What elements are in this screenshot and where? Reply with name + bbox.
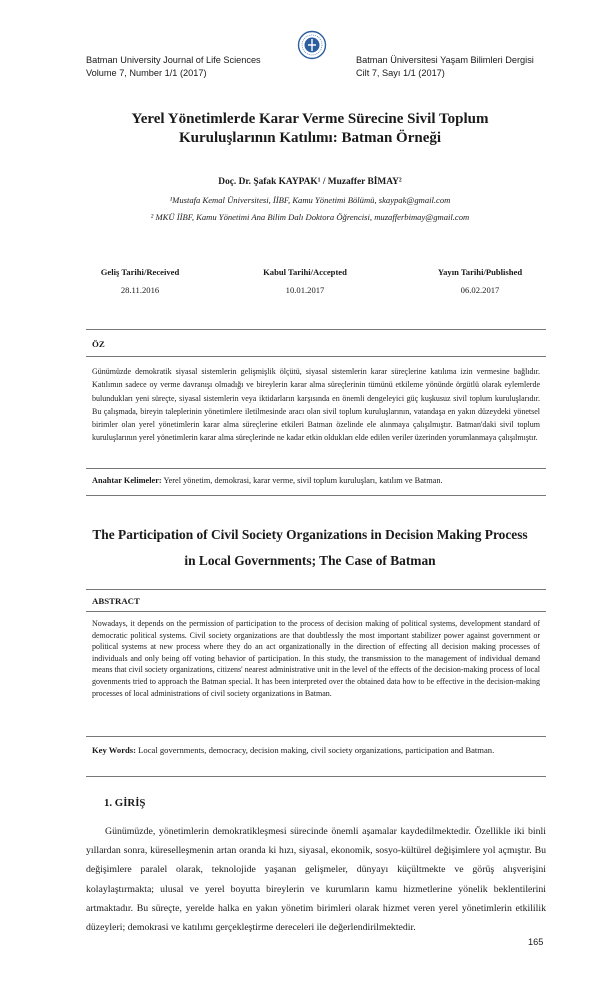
journal-name-en: Batman University Journal of Life Sciences	[86, 55, 261, 65]
divider	[86, 776, 546, 777]
divider	[86, 589, 546, 590]
journal-header-tr	[356, 54, 534, 80]
accepted-date	[235, 267, 375, 295]
published-date	[410, 267, 550, 295]
section-body	[86, 822, 546, 937]
affiliation-1: ¹Mustafa Kemal Üniversitesi, İİBF, Kamu Yönetimi Bölümü, skaypak@gmail.com	[169, 195, 451, 205]
oz-label: ÖZ	[92, 339, 105, 349]
divider	[86, 736, 546, 737]
divider	[86, 356, 546, 357]
received-date	[80, 267, 200, 295]
authors: Doç. Dr. Şafak KAYPAK¹ / Muzaffer BİMAY²	[218, 177, 402, 187]
accepted-label: Kabul Tarihi/Accepted	[263, 267, 347, 277]
oz-keywords-label: Anahtar Kelimeler:	[92, 476, 162, 485]
received-value: 28.11.2016	[120, 285, 160, 295]
article-title-tr	[60, 110, 560, 148]
article-title-line2: Kuruluşlarının Katılımı: Batman Örneği	[178, 130, 442, 146]
university-logo-icon	[297, 30, 327, 60]
divider	[86, 611, 546, 612]
oz-keywords-text: Yerel yönetim, demokrasi, karar verme, sivil toplum kuruluşları, katılım ve Batman.	[161, 476, 443, 485]
abstract-text: Nowadays, it depends on the permission of participation to the process of decision making of political systems, development standard of democratic political systems. Civil society organizations are that doubtlessly the most important stabilizer power against government or political systems at new process where they do an act organizationally in the direction of effecting all decision making processes of individuals and only being off voting behavior of participation. In this study, the transmission to the management of individual demand means that civil society organizations, citizens' nearest administrative unit in the level of the effects of the decision-making process of local govenments tried to approach the Batman special. It has been interpreted over the obtained data how to be effective in the decision-making processes of local administrations of civil society organizations in Batman.	[92, 619, 540, 698]
abstract-keywords-label: Key Words:	[92, 745, 137, 755]
accepted-value: 10.01.2017	[285, 285, 325, 295]
journal-volume-tr: Cilt 7, Sayı 1/1 (2017)	[356, 68, 445, 78]
published-label: Yayın Tarihi/Published	[437, 267, 523, 277]
published-value: 06.02.2017	[460, 285, 500, 295]
oz-keywords	[92, 476, 540, 485]
journal-volume-en: Volume 7, Number 1/1 (2017)	[86, 68, 207, 78]
divider	[86, 495, 546, 496]
section-heading: 1. GİRİŞ	[104, 797, 146, 809]
affiliation-2: ² MKÜ İİBF, Kamu Yönetimi Ana Bilim Dalı Doktora Öğrencisi, muzafferbimay@gmail.com	[150, 212, 470, 222]
abstract-label: ABSTRACT	[92, 596, 140, 606]
oz-text: Günümüzde demokratik siyasal sistemlerin gelişmişlik ölçütü, siyasal sistemlerin karar süreçlerine katılıma izin vermesine bağlıdır. Katılımın sadece oy verme davranışı olmadığı ve bireylerin karar alma süreçlerinin tümünü etkileme yönünde örgütlü olarak eylemlerde bulundukları yeni süreçte, siyasal sistemlerin veya iktidarların karşısında en önemli dengeleyici güç kuşkusuz sivil toplum kuruluşlarıdır. Bu çalışmada, bireyin taleplerinin yönetimlere iletilmesinde aracı olan sivil toplum kuruluşlarının, vatandaşa en yakın düzeydeki yönetsel birimler olan yerel yönetimlerin karar alma süreçlerine etkileri Batman özelinde ele alınmaya çalışılmıştır. Batman'daki sivil toplum kuruluşlarının yerel yönetimlerin karar alma süreçlerinde ne kadar etkin oldukları elde edilen veriler üzerinden yorumlanmaya çalışılmıştır.	[92, 367, 540, 443]
divider	[86, 468, 546, 469]
article-title-en	[60, 522, 560, 574]
journal-name-tr: Batman Üniversitesi Yaşam Bilimleri Dergisi	[356, 55, 534, 65]
received-label: Geliş Tarihi/Received	[100, 267, 180, 277]
article-title-line1: Yerel Yönetimlerde Karar Verme Sürecine Sivil Toplum	[131, 111, 489, 127]
abstract-keywords	[92, 744, 540, 756]
section-paragraph: Günümüzde, yönetimlerin demokratikleşmesi sürecinde önemli aşamalar kaydedilmektedir. Özellikle iki binli yıllardan sonra, küreselleşmenin artan oranda ki hızı, siyasal, ekonomik, sosyo-kültürel değişimlere yol açmıştır. Bu değişimlere paralel olarak, teknolojide yaşanan gelişmeler, dünyayı küçültmekte ve görüş alışverişini kolaylaştırmakta; ulusal ve yerel boyutta bireylerin ve kurumların kamu hizmetlerine yönelik beklentilerini artmaktadır. Bu süreçte, yerelde halka en yakın yönetim birimleri olarak hizmet veren yerel yönetimlerin etkililik düzeyleri; demokrasi ve katılımı gerçekleştirme dereceleri ile değerlendirilmektedir.	[86, 826, 546, 934]
abstract-keywords-text: Local governments, democracy, decision making, civil society organizations, participation and Batman.	[136, 745, 495, 755]
article-title-en-line1: The Participation of Civil Society Organizations in Decision Making Process	[92, 527, 528, 542]
article-title-en-line2: in Local Governments; The Case of Batman	[184, 553, 436, 568]
divider	[86, 329, 546, 330]
journal-header-en	[86, 54, 261, 80]
page-number: 165	[528, 937, 544, 947]
